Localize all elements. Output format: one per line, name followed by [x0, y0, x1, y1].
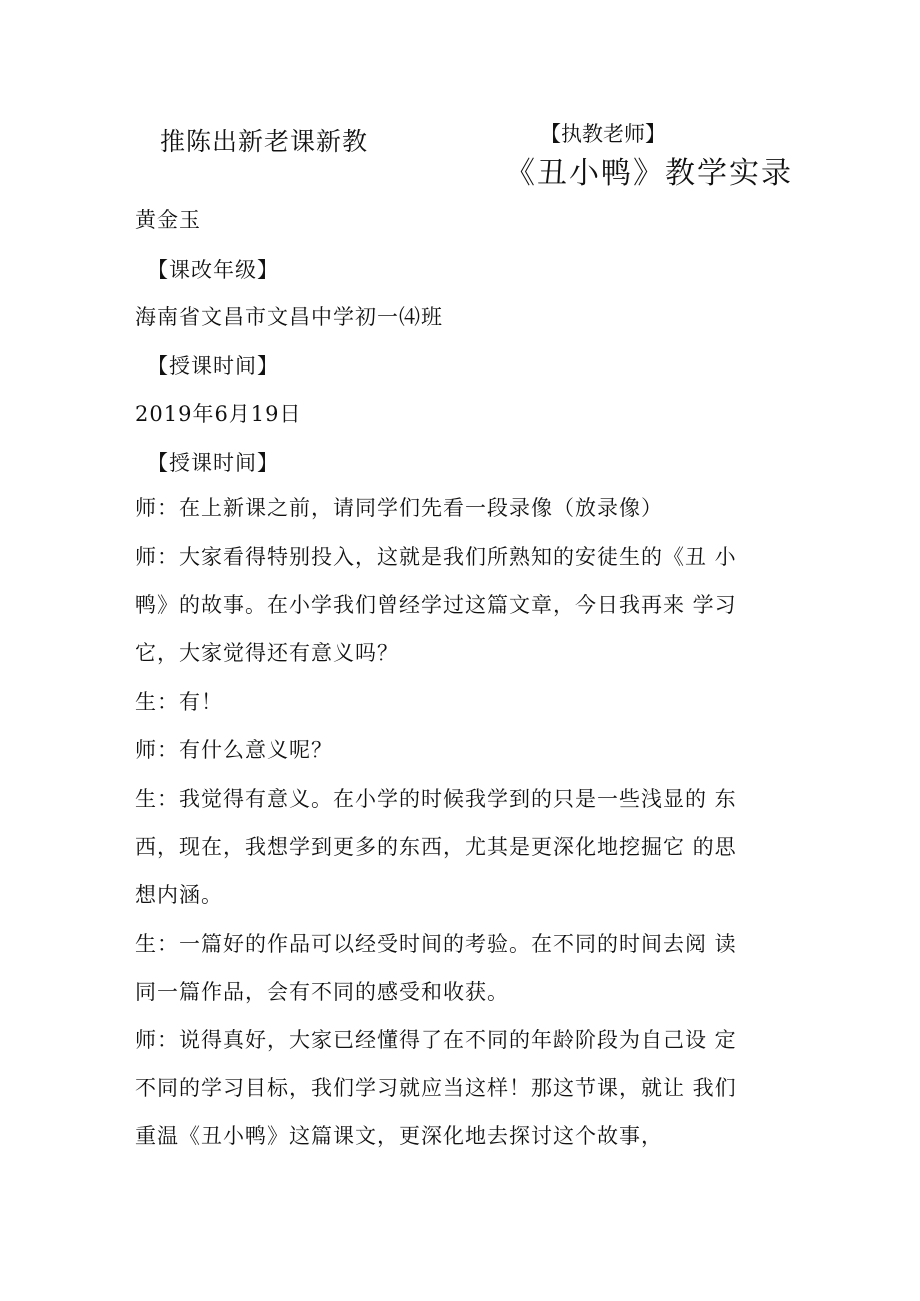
transcript-paragraph-1	[135, 484, 775, 532]
transcript-line: 生：一篇好的作品可以经受时间的考验。在不同的时间去阅 读	[135, 932, 737, 956]
transcript-line: 生：有！	[135, 690, 223, 714]
title-left: 推陈出新老课新教	[160, 127, 369, 156]
time-label-2: 【授课时间】	[147, 451, 279, 475]
transcript-line: 师：大家看得特别投入，这就是我们所熟知的安徒生的《丑 小	[135, 545, 737, 569]
transcript-paragraph-3	[135, 678, 775, 726]
transcript-line: 同一篇作品，会有不同的感受和收获。	[135, 980, 509, 1004]
time-label: 【授课时间】	[147, 354, 279, 378]
transcript-paragraph-5	[135, 775, 775, 919]
transcript-paragraph-6	[135, 920, 775, 1016]
transcript-line: 师：说得真好，大家已经懂得了在不同的年龄阶段为自己设 定	[135, 1028, 737, 1052]
page-title: 《丑小鸭》教学实录	[505, 156, 793, 191]
transcript-line: 生：我觉得有意义。在小学的时候我学到的只是一些浅显的 东	[135, 787, 737, 811]
grade-value: 海南省文昌市文昌中学初一⑷班	[135, 305, 443, 329]
transcript-line: 它，大家觉得还有意义吗？	[135, 641, 399, 665]
transcript-line: 西，现在，我想学到更多的东西，尤其是更深化地挖掘它 的思	[135, 835, 737, 859]
transcript-paragraph-4	[135, 726, 775, 774]
transcript-line: 师：在上新课之前，请同学们先看一段录像（放录像）	[135, 496, 663, 520]
teacher-label: 【执教老师】	[540, 122, 666, 146]
transcript-line: 想内涵。	[135, 883, 223, 907]
transcript-paragraph-2	[135, 533, 775, 677]
grade-label: 【课改年级】	[147, 258, 279, 282]
transcript-line: 鸭》的故事。在小学我们曾经学过这篇文章，今日我再来 学习	[135, 593, 737, 617]
teacher-name: 黄金玉	[135, 208, 201, 232]
transcript-line: 重温《丑小鸭》这篇课文，更深化地去探讨这个故事，	[135, 1124, 663, 1148]
transcript-line: 不同的学习目标，我们学习就应当这样！那这节课，就让 我们	[135, 1076, 737, 1100]
transcript-paragraph-7	[135, 1016, 775, 1160]
transcript-line: 师：有什么意义呢？	[135, 738, 333, 762]
time-value: 2019年6月19日	[135, 402, 302, 426]
